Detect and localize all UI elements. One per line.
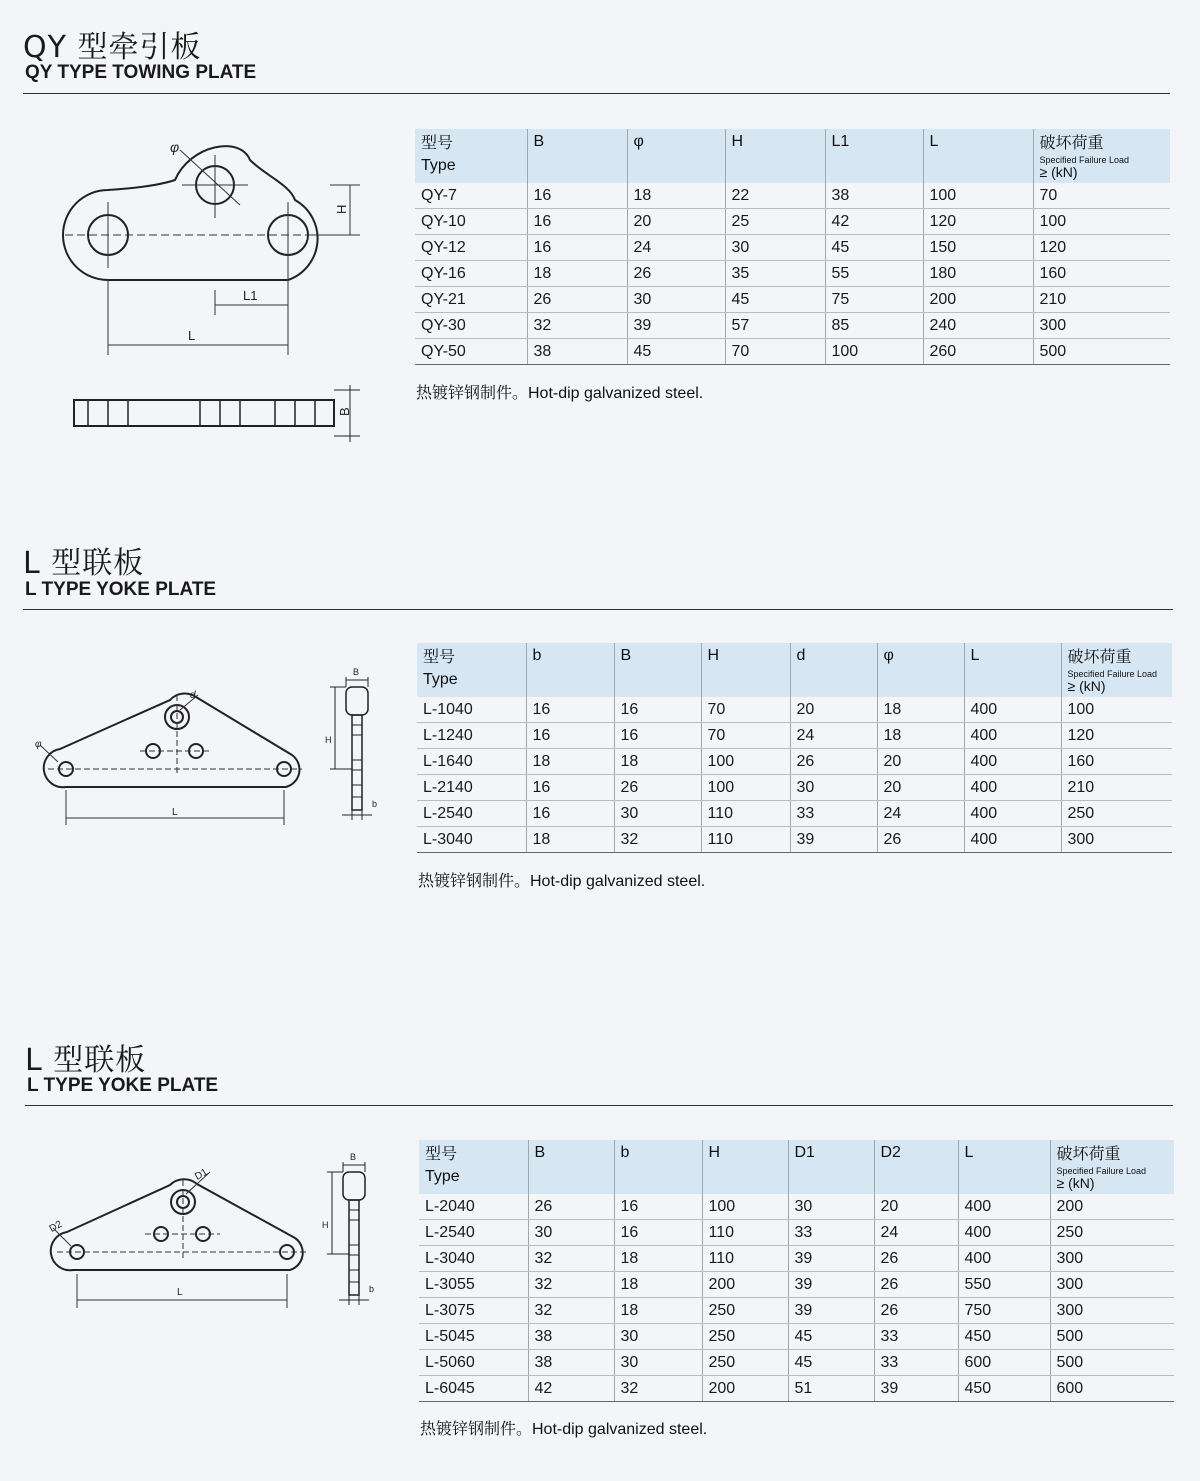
col-b-lower: b [614, 1140, 702, 1194]
dim-label-phi: φ [35, 739, 42, 750]
section-title-cn: QY 型牵引板 [23, 30, 202, 65]
table-row: QY-10 16 20 25 42 120 100 [415, 209, 1170, 235]
table-row: QY-7 16 18 22 38 100 70 [415, 183, 1170, 209]
table-row: L-3040 32 18 110 39 26 400 300 [419, 1246, 1174, 1272]
col-d2: D2 [874, 1140, 958, 1194]
col-h: H [725, 129, 825, 183]
section-title-en: L TYPE YOKE PLATE [25, 579, 217, 600]
table-row: QY-30 32 39 57 85 240 300 [415, 313, 1170, 339]
table-row: L-3055 32 18 200 39 26 550 300 [419, 1272, 1174, 1298]
col-failure-load: 破坏荷重 Specified Failure Load ≥ (kN) [1061, 643, 1172, 697]
dim-label-d2: D2 [47, 1218, 65, 1235]
dim-label-l1: L1 [243, 288, 258, 303]
material-note: 热镀锌钢制件。Hot-dip galvanized steel. [418, 873, 706, 890]
section-title-en: QY TYPE TOWING PLATE [25, 62, 257, 83]
table-row: QY-50 38 45 70 100 260 500 [415, 339, 1170, 365]
col-phi: φ [627, 129, 725, 183]
col-type: 型号 Type [419, 1140, 528, 1194]
table-row: QY-12 16 24 30 45 150 120 [415, 235, 1170, 261]
col-type: 型号 Type [417, 643, 526, 697]
l-yoke-spec-table-1 [417, 643, 1172, 853]
dim-label-l: L [172, 807, 178, 818]
dim-label-b-lower: b [372, 799, 378, 809]
col-b: B [527, 129, 627, 183]
col-phi: φ [877, 643, 964, 697]
dim-label-l: L [188, 328, 196, 343]
dim-label-b-lower: b [369, 1284, 375, 1294]
col-b-upper: B [614, 643, 701, 697]
col-l1: L1 [825, 129, 923, 183]
table-row: L-3075 32 18 250 39 26 750 300 [419, 1298, 1174, 1324]
dim-label-h: H [325, 735, 332, 745]
section-title-en: L TYPE YOKE PLATE [27, 1075, 219, 1096]
dim-label-h: H [322, 1220, 329, 1230]
section-divider [23, 93, 1170, 94]
col-h: H [701, 643, 790, 697]
dim-label-l: L [177, 1287, 183, 1298]
dim-label-b-upper: B [353, 667, 360, 677]
table-row: L-5060 38 30 250 45 33 600 500 [419, 1350, 1174, 1376]
col-l: L [964, 643, 1061, 697]
table-row: L-1640 18 18 100 26 20 400 160 [417, 749, 1172, 775]
col-failure-load: 破坏荷重 Specified Failure Load ≥ (kN) [1033, 129, 1170, 183]
table-header-row [415, 129, 1170, 183]
table-row: L-5045 38 30 250 45 33 450 500 [419, 1324, 1174, 1350]
col-failure-load: 破坏荷重 Specified Failure Load ≥ (kN) [1050, 1140, 1174, 1194]
section-title-cn: L 型联板 [25, 1043, 147, 1078]
dim-label-d: d [190, 690, 196, 701]
table-row: L-2540 16 30 110 33 24 400 250 [417, 801, 1172, 827]
table-header-row [417, 643, 1172, 697]
col-d1: D1 [788, 1140, 874, 1194]
l-yoke-spec-table-2 [419, 1140, 1174, 1402]
material-note: 热镀锌钢制件。Hot-dip galvanized steel. [420, 1421, 708, 1438]
col-d: d [790, 643, 877, 697]
table-row: QY-16 18 26 35 55 180 160 [415, 261, 1170, 287]
table-row: L-1240 16 16 70 24 18 400 120 [417, 723, 1172, 749]
col-b-upper: B [528, 1140, 614, 1194]
table-row: L-1040 16 16 70 20 18 400 100 [417, 697, 1172, 723]
dim-label-h: H [334, 204, 349, 214]
table-row: L-2040 26 16 100 30 20 400 200 [419, 1194, 1174, 1220]
table-row: L-6045 42 32 200 51 39 450 600 [419, 1376, 1174, 1402]
l-yoke-plate-drawing-1 [30, 665, 390, 825]
col-l: L [923, 129, 1033, 183]
section-divider [23, 609, 1173, 610]
l-yoke-plate-drawing-2 [45, 1150, 405, 1310]
table-row: L-3040 18 32 110 39 26 400 300 [417, 827, 1172, 853]
qy-plate-drawing [50, 130, 380, 450]
dim-label-d1: D1 [193, 1166, 210, 1183]
dim-label-b-upper: B [350, 1152, 357, 1162]
table-row: QY-21 26 30 45 75 200 210 [415, 287, 1170, 313]
col-l: L [958, 1140, 1050, 1194]
col-h: H [702, 1140, 788, 1194]
section-divider [25, 1105, 1173, 1106]
table-row: L-2140 16 26 100 30 20 400 210 [417, 775, 1172, 801]
col-type: 型号 Type [415, 129, 527, 183]
section-qy-towing-plate [0, 0, 1200, 500]
material-note: 热镀锌钢制件。Hot-dip galvanized steel. [416, 385, 704, 402]
col-b-lower: b [526, 643, 614, 697]
dim-label-b: B [337, 407, 352, 416]
table-row: L-2540 30 16 110 33 24 400 250 [419, 1220, 1174, 1246]
qy-spec-table [415, 129, 1170, 365]
dim-label-phi: φ [170, 139, 180, 155]
section-title-cn: L 型联板 [23, 546, 145, 581]
table-header-row [419, 1140, 1174, 1194]
